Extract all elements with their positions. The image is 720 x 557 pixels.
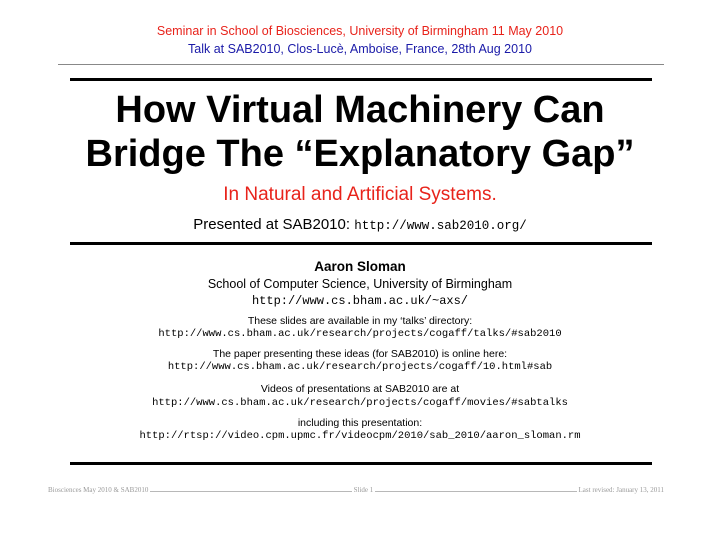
- author-name: Aaron Sloman: [314, 259, 406, 274]
- footer-leader-right: [375, 491, 576, 492]
- title-line-1: How Virtual Machinery Can: [115, 89, 605, 131]
- subtitle: In Natural and Artificial Systems.: [223, 184, 497, 205]
- presentation-video-link[interactable]: http://rtsp://video.cpm.upmc.fr/videocpm/2010/sab_2010/aaron_sloman.rm: [139, 430, 581, 442]
- slides-link[interactable]: http://www.cs.bham.ac.uk/research/projects/cogaff/talks/#sab2010: [158, 328, 562, 340]
- footer-left: Biosciences May 2010 & SAB2010: [48, 486, 149, 494]
- talk-header: Talk at SAB2010, Clos-Lucè, Amboise, France, 28th Aug 2010: [188, 42, 532, 56]
- author-affiliation: School of Computer Science, University of Birmingham: [207, 277, 513, 291]
- slides-note: These slides are available in my ‘talks’ directory:: [247, 315, 473, 327]
- title-line-2: Bridge The “Explanatory Gap”: [85, 133, 635, 175]
- sab2010-link[interactable]: http://www.sab2010.org/: [354, 219, 527, 233]
- bottom-rule: [70, 462, 652, 465]
- presented-at: [0, 216, 720, 233]
- slide-footer: [48, 480, 664, 494]
- last-revised: Last revised: January 13, 2011: [578, 486, 665, 494]
- paper-link[interactable]: http://www.cs.bham.ac.uk/research/projects/cogaff/10.html#sab: [167, 361, 553, 373]
- videos-note: Videos of presentations at SAB2010 are at: [260, 383, 460, 395]
- footer-leader-left: [150, 491, 351, 492]
- seminar-header: Seminar in School of Biosciences, University of Birmingham 11 May 2010: [156, 24, 564, 38]
- title-bottom-rule: [70, 242, 652, 245]
- paper-note: The paper presenting these ideas (for SAB2010) is online here:: [212, 348, 508, 360]
- header-divider: [58, 64, 664, 65]
- presented-label: Presented at SAB2010:: [193, 216, 351, 233]
- slide-number: Slide 1: [353, 486, 374, 494]
- videos-link[interactable]: http://www.cs.bham.ac.uk/research/projects/cogaff/movies/#sabtalks: [152, 397, 568, 409]
- presentation-note: including this presentation:: [297, 417, 423, 429]
- author-homepage-link[interactable]: http://www.cs.bham.ac.uk/~axs/: [251, 294, 469, 308]
- title-top-rule: [70, 78, 652, 81]
